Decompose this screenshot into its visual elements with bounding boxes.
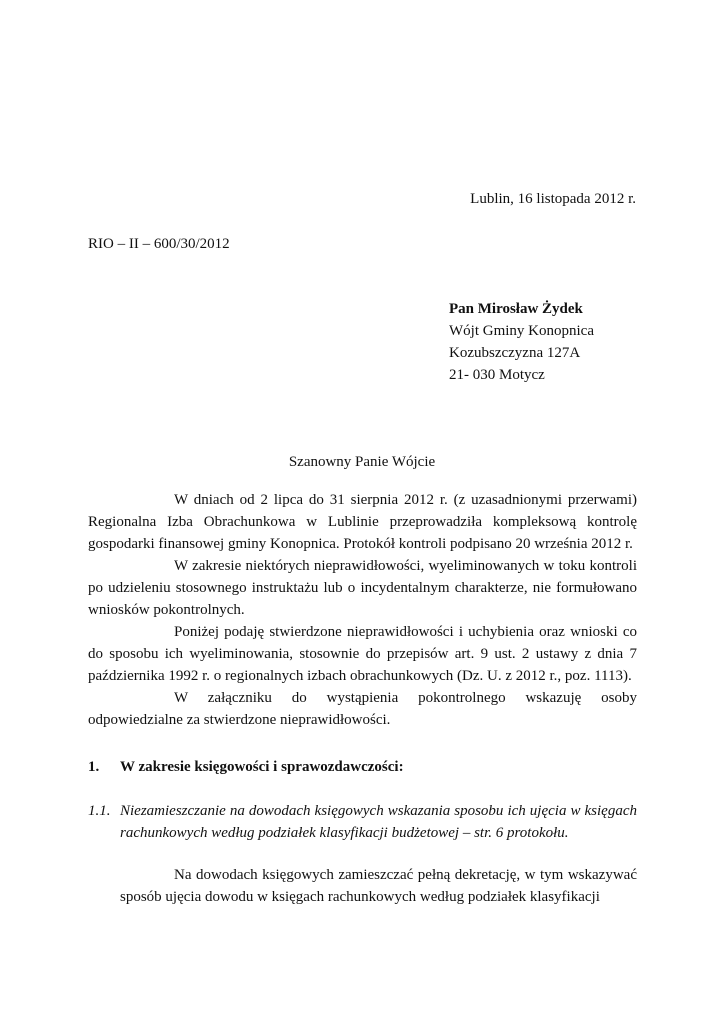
paragraph: W dniach od 2 lipca do 31 sierpnia 2012 r. (z uzasadnionymi przerwami) Regionalna Izba Obrachunkowa w Lublinie przeprowadziła kompleksową kontrolę gospodarki finansowej gminy Konopnica. Protokół kontroli podpisano 20 września 2012 r. [88, 492, 637, 552]
reference-number: RIO – II – 600/30/2012 [88, 236, 230, 252]
addressee-title: Wójt Gminy Konopnica [449, 323, 594, 339]
paragraph: Poniżej podaję stwierdzone nieprawidłowości i uchybienia oraz wnioski co do sposobu ich wyeliminowania, stosownie do przepisów art. 9 ust. 2 ustawy z dnia 7 października 1992 r. o regionalnych izbach obrachunkowych (Dz. U. z 2012 r., poz. 1113). [88, 624, 637, 684]
addressee-name: Pan Mirosław Żydek [449, 301, 583, 317]
subsection-text: Niezamieszczanie na dowodach księgowych wskazania sposobu ich ujęcia w księgach rachunkowych według podziałek klasyfikacji budżetowej – str. 6 protokołu. [120, 803, 637, 841]
addressee-street: Kozubszczyzna 127A [449, 345, 581, 361]
subsection-number: 1.1. [88, 803, 111, 819]
section-title: W zakresie księgowości i sprawozdawczości: [120, 759, 404, 775]
recommendation [120, 864, 637, 908]
recommendation-text: Na dowodach księgowych zamieszczać pełną dekretację, w tym wskazywać sposób ujęcia dowodu w księgach rachunkowych według podziałek klasyfikacji [120, 867, 637, 905]
greeting: Szanowny Panie Wójcie [288, 454, 436, 470]
addressee-city: 21- 030 Motycz [449, 367, 545, 383]
subsection [88, 800, 637, 844]
paragraph: W zakresie niektórych nieprawidłowości, wyeliminowanych w toku kontroli po udzieleniu stosownego instruktażu lub o incydentalnym charakterze, nie formułowano wniosków pokontrolnych. [88, 558, 637, 618]
section-heading [88, 756, 404, 778]
section-number: 1. [88, 759, 100, 775]
paragraph: W załączniku do wystąpienia pokontrolnego wskazuję osoby odpowiedzialne za stwierdzone nieprawidłowości. [88, 690, 637, 728]
letter-date: Lublin, 16 listopada 2012 r. [470, 191, 636, 207]
letter-body [88, 489, 637, 731]
